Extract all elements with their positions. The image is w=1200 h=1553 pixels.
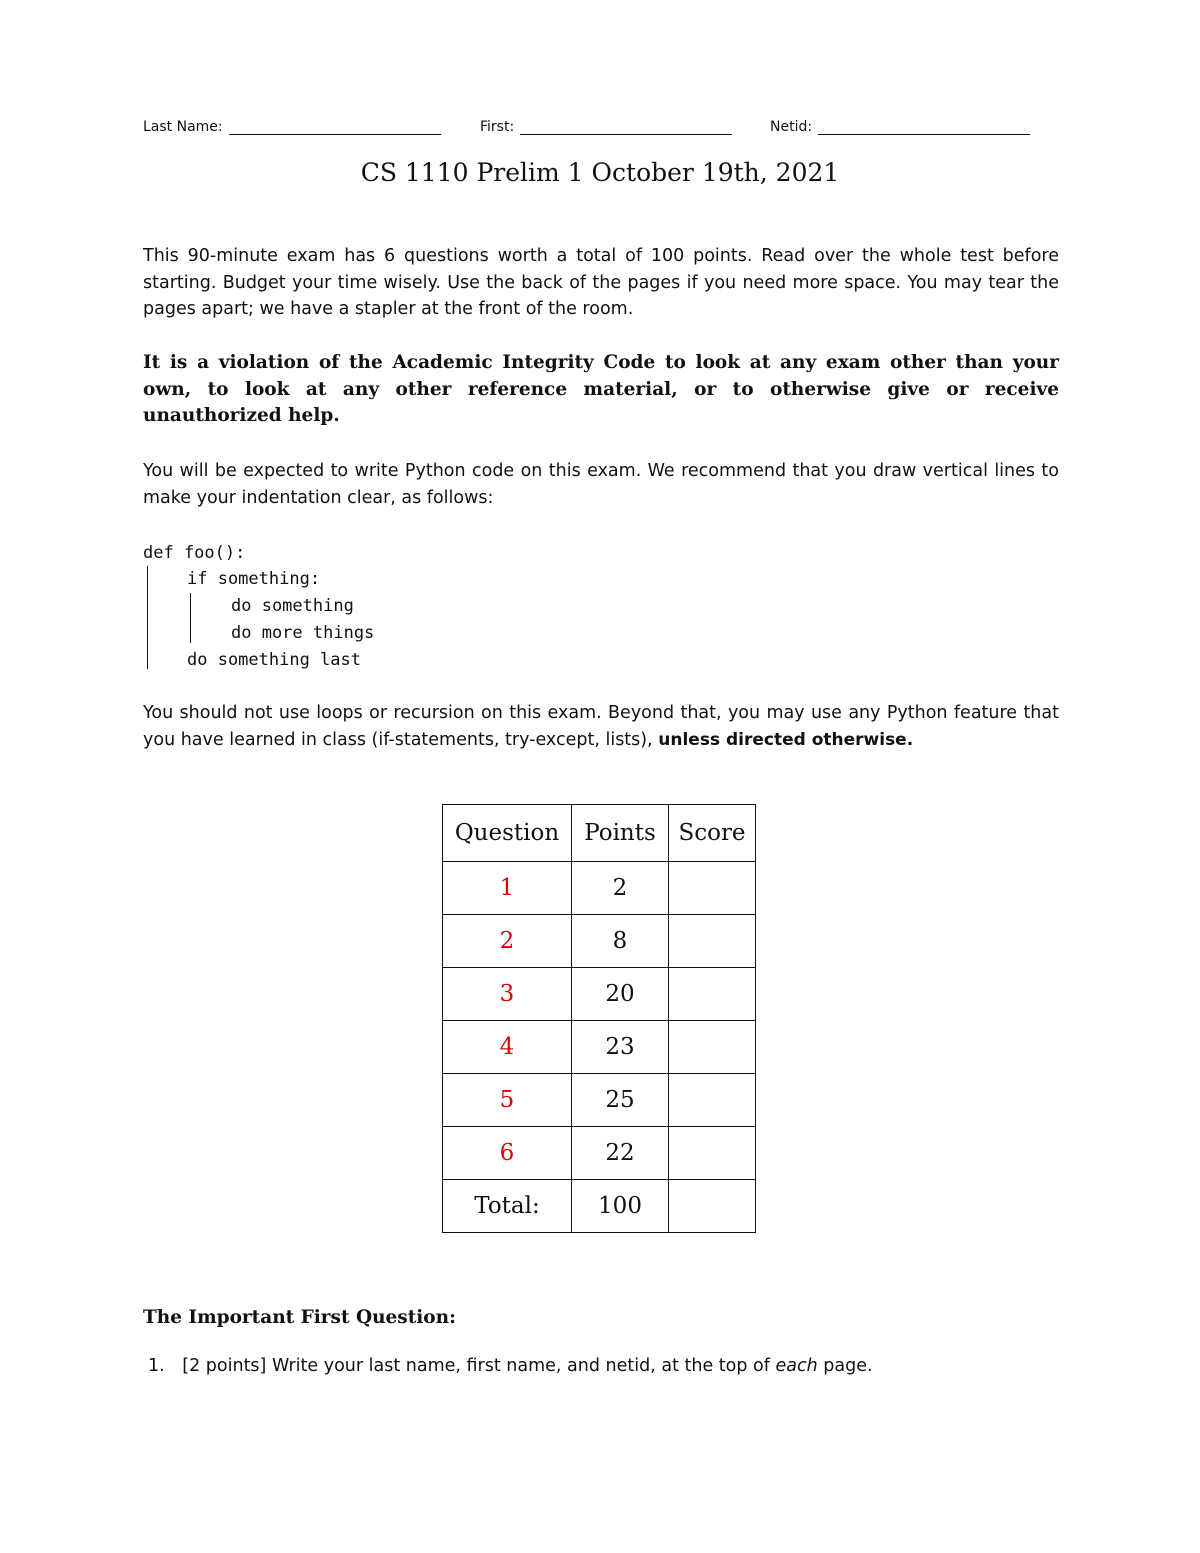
score-table <box>442 804 756 1233</box>
code-line-4: do more things <box>231 623 375 643</box>
indent-guide-inner <box>190 593 191 643</box>
last-name-blank[interactable] <box>229 118 441 135</box>
last-name-field[interactable] <box>143 118 441 135</box>
first-question-heading: The Important First Question: <box>143 1307 456 1328</box>
code-line-5: do something last <box>187 650 361 670</box>
table-row <box>443 1021 756 1074</box>
question-points: 2 <box>572 862 669 915</box>
question-number: 3 <box>443 968 572 1021</box>
question-number: 2 <box>443 915 572 968</box>
table-row <box>443 968 756 1021</box>
question-points: 22 <box>572 1127 669 1180</box>
question-number: 1 <box>443 862 572 915</box>
exam-title: CS 1110 Prelim 1 October 19th, 2021 <box>360 158 840 187</box>
code-line-1: def foo(): <box>143 543 246 563</box>
question-points: 8 <box>572 915 669 968</box>
total-points: 100 <box>572 1180 669 1233</box>
total-label: Total: <box>443 1180 572 1233</box>
netid-blank[interactable] <box>818 118 1030 135</box>
question-number: 5 <box>443 1074 572 1127</box>
python-note-paragraph: You will be expected to write Python code on this exam. We recommend that you draw vertical lines to make your indentation clear, as follows: <box>143 461 1059 508</box>
integrity-paragraph: It is a violation of the Academic Integrity Code to look at any exam other than your own, to look at any other reference material, or to otherwise give or receive unauthorized help. <box>143 352 1059 426</box>
first-name-field[interactable] <box>480 118 732 135</box>
score-cell[interactable] <box>669 968 756 1021</box>
rules-text: You should not use loops or recursion on this exam. Beyond that, you may use any Python feature that you have learned in class (if-statements, try-except, lists), <box>143 703 1059 750</box>
last-name-label: Last Name: <box>143 119 223 135</box>
question-points: 23 <box>572 1021 669 1074</box>
score-cell[interactable] <box>669 862 756 915</box>
table-row <box>443 915 756 968</box>
table-row <box>443 1074 756 1127</box>
first-name-blank[interactable] <box>520 118 732 135</box>
score-cell[interactable] <box>669 1127 756 1180</box>
netid-field[interactable] <box>770 118 1030 135</box>
table-row-total <box>443 1180 756 1233</box>
code-line-3: do something <box>231 596 354 616</box>
score-cell[interactable] <box>669 1021 756 1074</box>
table-row <box>443 1127 756 1180</box>
rules-paragraph <box>143 700 1059 753</box>
question-1-text: Write your last name, first name, and netid, at the top of <box>271 1356 770 1376</box>
header-question: Question <box>443 805 572 862</box>
question-1-emphasis: each <box>775 1356 818 1376</box>
question-points: 25 <box>572 1074 669 1127</box>
rules-emphasis: unless directed otherwise. <box>658 729 914 750</box>
netid-label: Netid: <box>770 119 813 135</box>
question-1-text-end: page. <box>823 1356 873 1376</box>
indent-guide-outer <box>147 566 148 669</box>
header-points: Points <box>572 805 669 862</box>
code-line-2: if something: <box>187 569 321 589</box>
question-1-number: 1. <box>148 1356 165 1376</box>
question-number: 6 <box>443 1127 572 1180</box>
score-table-header <box>443 805 756 862</box>
first-name-label: First: <box>480 119 515 135</box>
table-row <box>443 862 756 915</box>
question-1-points: [2 points] <box>182 1356 267 1376</box>
question-1 <box>148 1356 873 1376</box>
header-score: Score <box>669 805 756 862</box>
score-cell[interactable] <box>669 915 756 968</box>
intro-paragraph: This 90-minute exam has 6 questions worth a total of 100 points. Read over the whole test before starting. Budget your time wisely. Use the back of the pages if you need more space. You may tear the pages apart; we have a stapler at the front of the room. <box>143 246 1059 319</box>
total-score-cell[interactable] <box>669 1180 756 1233</box>
question-number: 4 <box>443 1021 572 1074</box>
score-cell[interactable] <box>669 1074 756 1127</box>
question-points: 20 <box>572 968 669 1021</box>
